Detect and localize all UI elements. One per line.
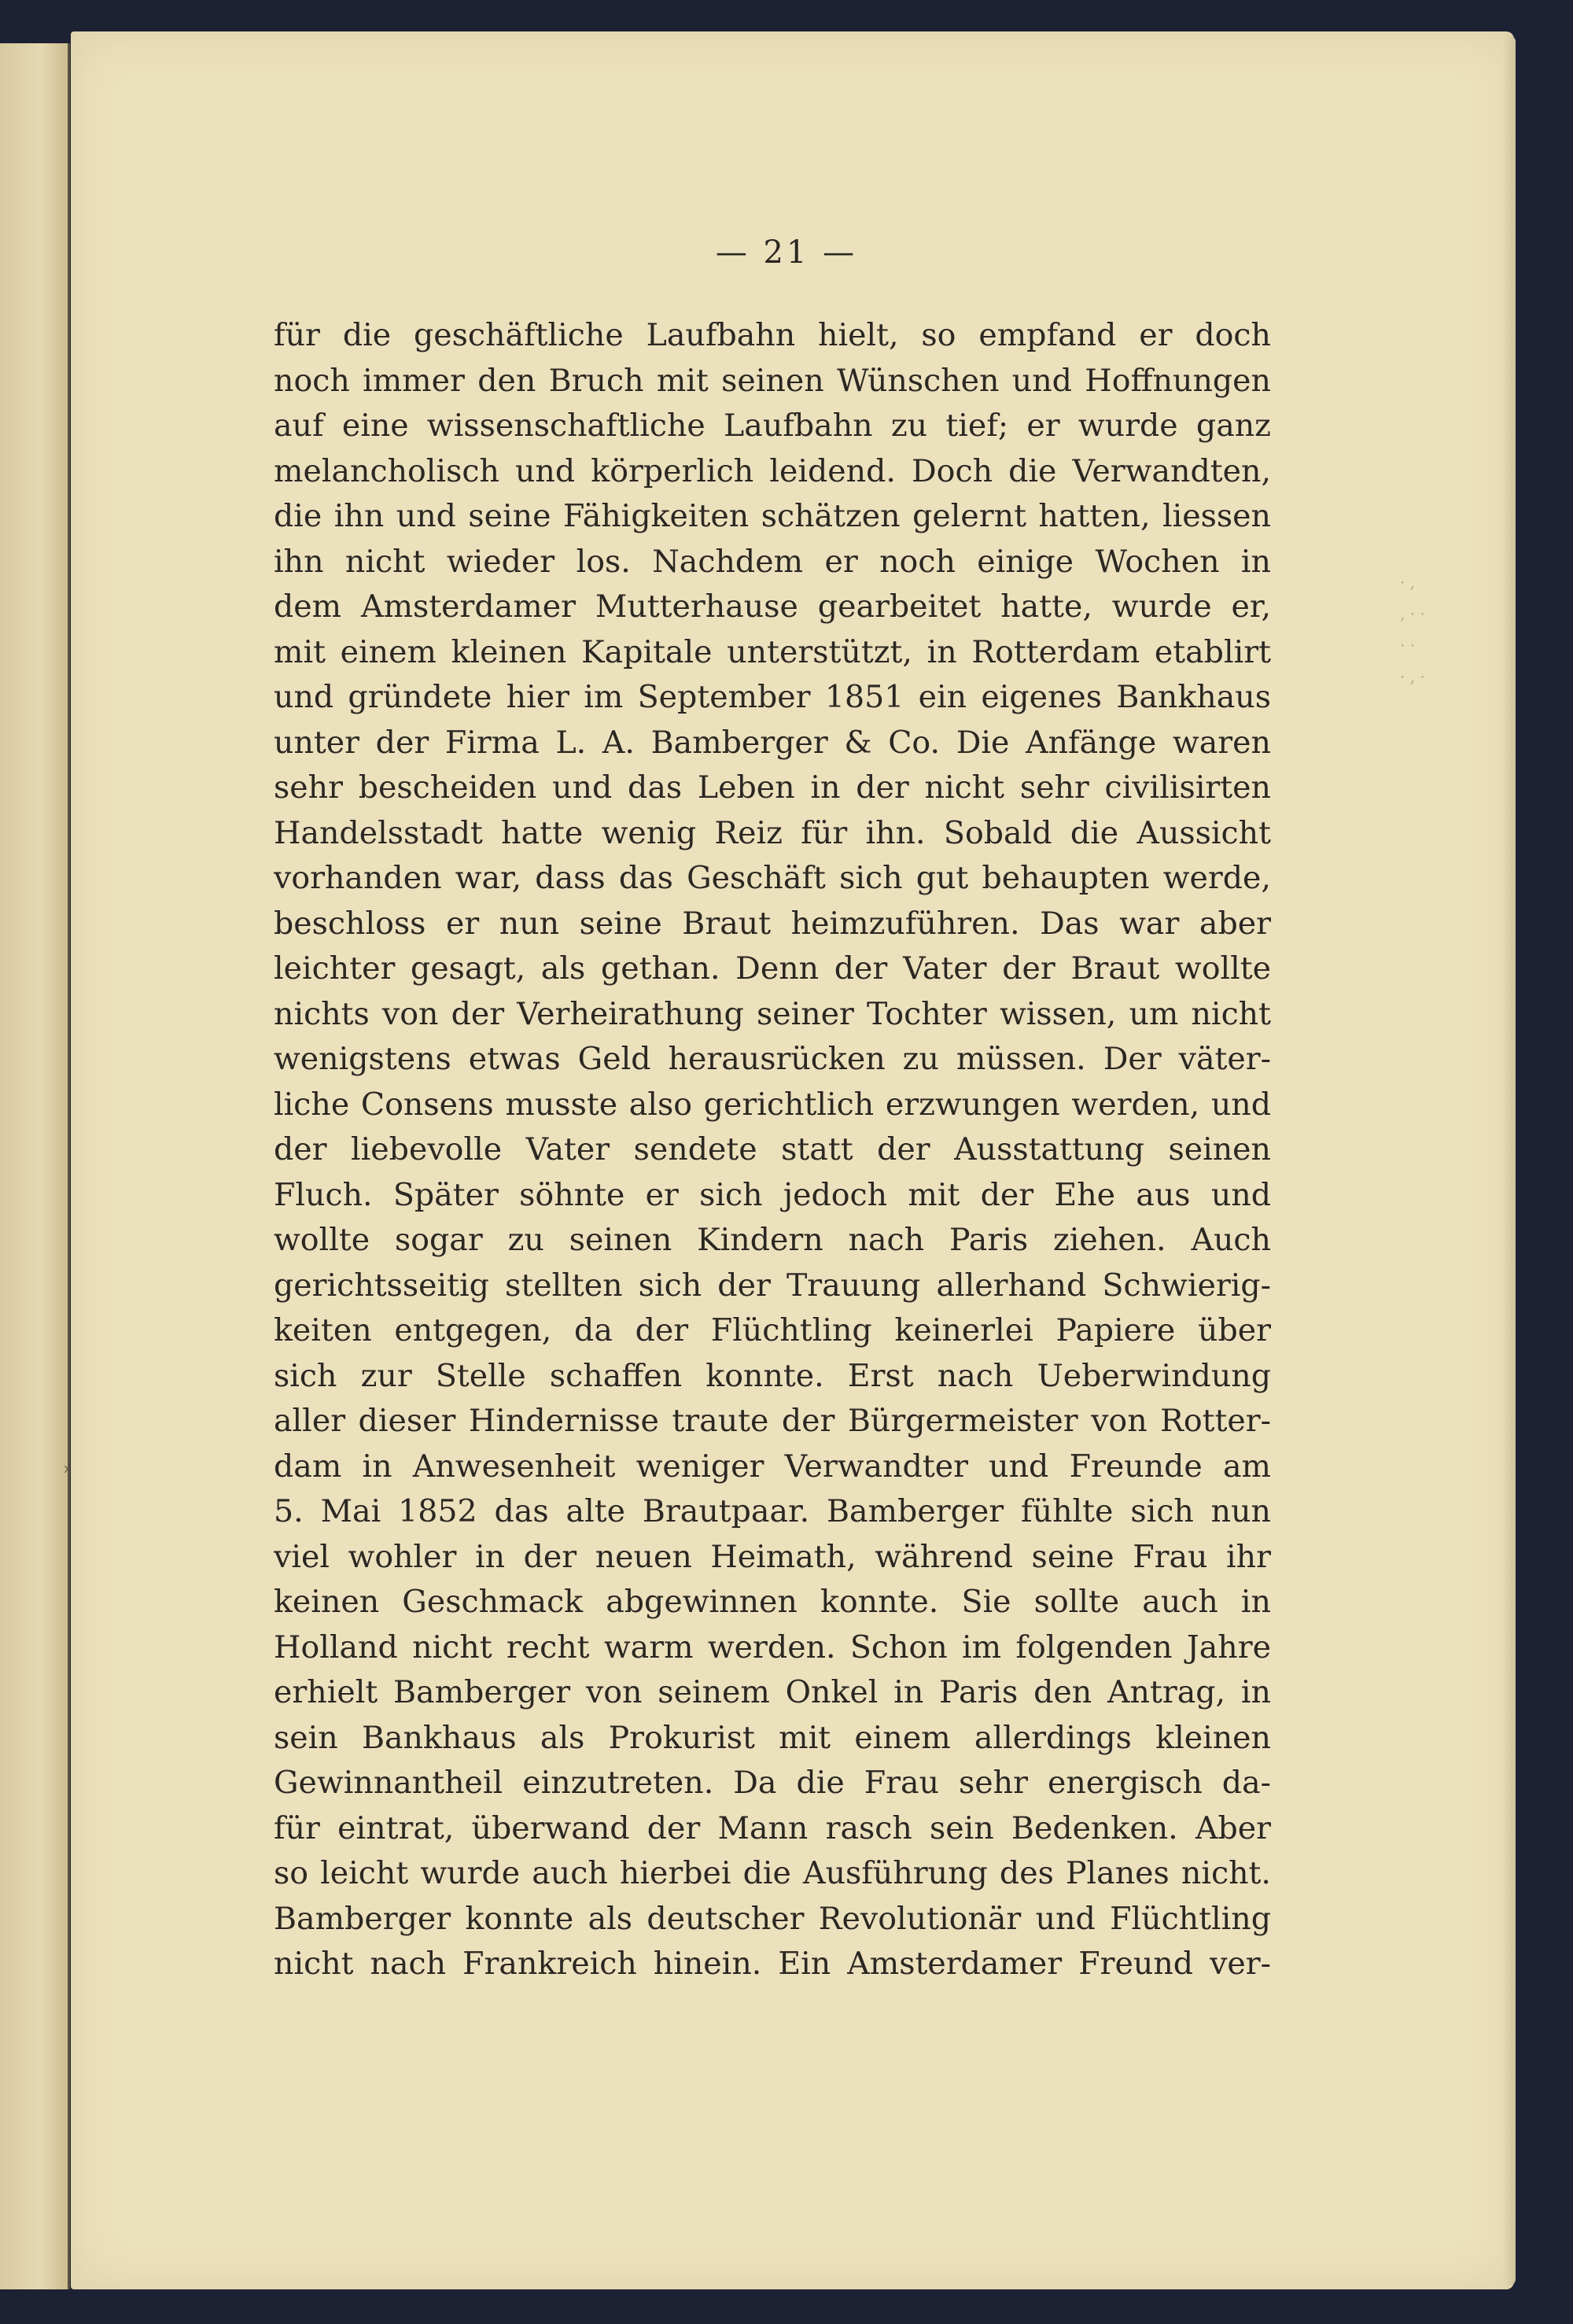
- text-line: keiten entgegen, da der Flüchtling keinerlei Papiere über: [274, 1312, 1271, 1348]
- text-line: melancholisch und körperlich leidend. Doch die Verwandten,: [274, 452, 1271, 489]
- text-line: sich zur Stelle schaffen konnte. Erst nach Ueberwindung: [274, 1357, 1271, 1394]
- text-line: dam in Anwesenheit weniger Verwandter und Freunde am: [274, 1448, 1271, 1485]
- text-line: beschloss er nun seine Braut heimzuführen. Das war aber: [274, 905, 1271, 942]
- text-line: leichter gesagt, als gethan. Denn der Vater der Braut wollte: [274, 950, 1271, 987]
- text-line: vorhanden war, dass das Geschäft sich gut behaupten werde,: [274, 860, 1271, 896]
- text-line: Fluch. Später söhnte er sich jedoch mit der Ehe aus und: [274, 1176, 1271, 1213]
- text-line: die ihn und seine Fähigkeiten schätzen gelernt hatten, liessen: [274, 498, 1271, 534]
- facing-page-edge: [0, 43, 70, 2289]
- text-line: mit einem kleinen Kapitale unterstützt, in Rotterdam etablirt: [274, 633, 1271, 670]
- text-line: Handelsstadt hatte wenig Reiz für ihn. Sobald die Aussicht: [274, 814, 1271, 851]
- text-line: für die geschäftliche Laufbahn hielt, so empfand er doch: [274, 317, 1271, 353]
- text-line: 5. Mai 1852 das alte Brautpaar. Bamberger fühlte sich nun: [274, 1493, 1271, 1529]
- text-line: aller dieser Hindernisse traute der Bürgermeister von Rotter-: [274, 1403, 1271, 1439]
- text-line: und gründete hier im September 1851 ein eigenes Bankhaus: [274, 679, 1271, 715]
- text-line: der liebevolle Vater sendete statt der Ausstattung seinen: [274, 1131, 1271, 1168]
- text-line: erhielt Bamberger von seinem Onkel in Paris den Antrag, in: [274, 1674, 1271, 1710]
- text-line: dem Amsterdamer Mutterhause gearbeitet hatte, wurde er,: [274, 588, 1271, 625]
- page-number: — 21 —: [715, 234, 858, 271]
- text-line: auf eine wissenschaftliche Laufbahn zu tief; er wurde ganz: [274, 408, 1271, 444]
- paper-specks: · , ‚ · · · · · , ·: [1400, 573, 1425, 686]
- text-line: nicht nach Frankreich hinein. Ein Amsterdamer Freund ver-: [274, 1946, 1271, 1982]
- margin-mark: ›: [63, 1459, 70, 1479]
- text-line: sein Bankhaus als Prokurist mit einem allerdings kleinen: [274, 1719, 1271, 1756]
- page-edge-shadow: [1505, 35, 1516, 2285]
- text-line: unter der Firma L. A. Bamberger & Co. Die Anfänge waren: [274, 724, 1271, 761]
- text-line: wollte sogar zu seinen Kindern nach Paris ziehen. Auch: [274, 1222, 1271, 1258]
- body-text: [274, 313, 1271, 1987]
- text-line: sehr bescheiden und das Leben in der nicht sehr civilisirten: [274, 769, 1271, 806]
- text-line: Bamberger konnte als deutscher Revolutionär und Flüchtling: [274, 1900, 1271, 1937]
- text-line: nichts von der Verheirathung seiner Tochter wissen, um nicht: [274, 995, 1271, 1032]
- text-line: für eintrat, überwand der Mann rasch sein Bedenken. Aber: [274, 1809, 1271, 1846]
- text-line: Holland nicht recht warm werden. Schon im folgenden Jahre: [274, 1629, 1271, 1666]
- text-line: gerichtsseitig stellten sich der Trauung allerhand Schwierig-: [274, 1267, 1271, 1304]
- text-line: viel wohler in der neuen Heimath, während seine Frau ihr: [274, 1538, 1271, 1575]
- text-line: liche Consens musste also gerichtlich erzwungen werden, und: [274, 1086, 1271, 1123]
- text-line: keinen Geschmack abgewinnen konnte. Sie sollte auch in: [274, 1584, 1271, 1620]
- text-line: ihn nicht wieder los. Nachdem er noch einige Wochen in: [274, 543, 1271, 580]
- text-line: noch immer den Bruch mit seinen Wünschen und Hoffnungen: [274, 362, 1271, 399]
- text-line: Gewinnantheil einzutreten. Da die Frau sehr energisch da-: [274, 1765, 1271, 1801]
- text-line: so leicht wurde auch hierbei die Ausführung des Planes nicht.: [274, 1855, 1271, 1891]
- text-line: wenigstens etwas Geld herausrücken zu müssen. Der väter-: [274, 1041, 1271, 1077]
